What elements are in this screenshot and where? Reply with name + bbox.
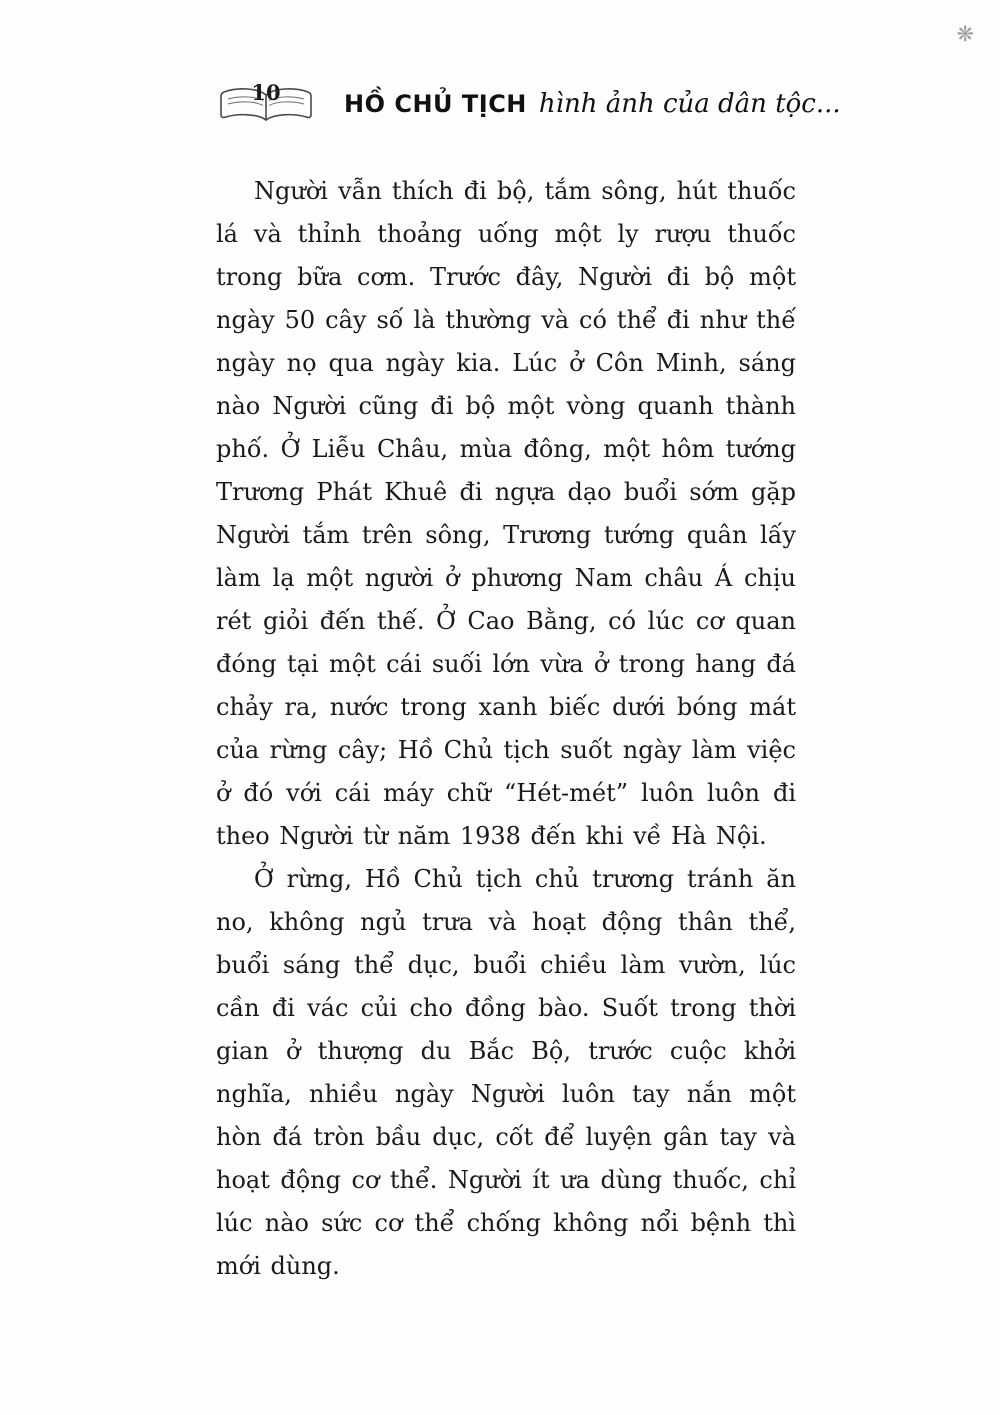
paragraph-2: Ở rừng, Hồ Chủ tịch chủ trương tránh ăn no, không ngủ trưa và hoạt động thân thể, buổi sáng thể dục, buổi chiều làm vườn, lúc cần đi vác củi cho đồng bào. Suốt trong thời gian ở thượng du Bắc Bộ, trước cuộc khởi nghĩa, nhiều ngày Người luôn tay nắn một hòn đá tròn bầu dục, cốt để luyện gân tay và hoạt động cơ thể. Người ít ưa dùng thuốc, chỉ lúc nào sức cơ thể chống không nổi bệnh thì mới dùng. (216, 865, 796, 1280)
page-number: 10 (251, 80, 281, 105)
page-text-body (216, 170, 796, 1288)
open-book-icon (218, 82, 314, 126)
book-title-bold: HỒ CHỦ TỊCH (344, 90, 527, 118)
running-header-title (344, 89, 841, 119)
book-subtitle-italic: hình ảnh của dân tộc... (538, 89, 841, 119)
page-header (218, 80, 841, 128)
corner-flower-icon: ❋ (956, 22, 974, 46)
paragraph-1: Người vẫn thích đi bộ, tắm sông, hút thuốc lá và thỉnh thoảng uống một ly rượu thuốc trong bữa cơm. Trước đây, Người đi bộ một ngày 50 cây số là thường và có thể đi như thế ngày nọ qua ngày kia. Lúc ở Côn Minh, sáng nào Người cũng đi bộ một vòng quanh thành phố. Ở Liễu Châu, mùa đông, một hôm tướng Trương Phát Khuê đi ngựa dạo buổi sớm gặp Người tắm trên sông, Trương tướng quân lấy làm lạ một người ở phương Nam châu Á chịu rét giỏi đến thế. Ở Cao Bằng, có lúc cơ quan đóng tại một cái suối lớn vừa ở trong hang đá chảy ra, nước trong xanh biếc dưới bóng mát của rừng cây; Hồ Chủ tịch suốt ngày làm việc ở đó với cái máy chữ “Hét-mét” luôn luôn đi theo Người từ năm 1938 đến khi về Hà Nội. (216, 177, 796, 850)
